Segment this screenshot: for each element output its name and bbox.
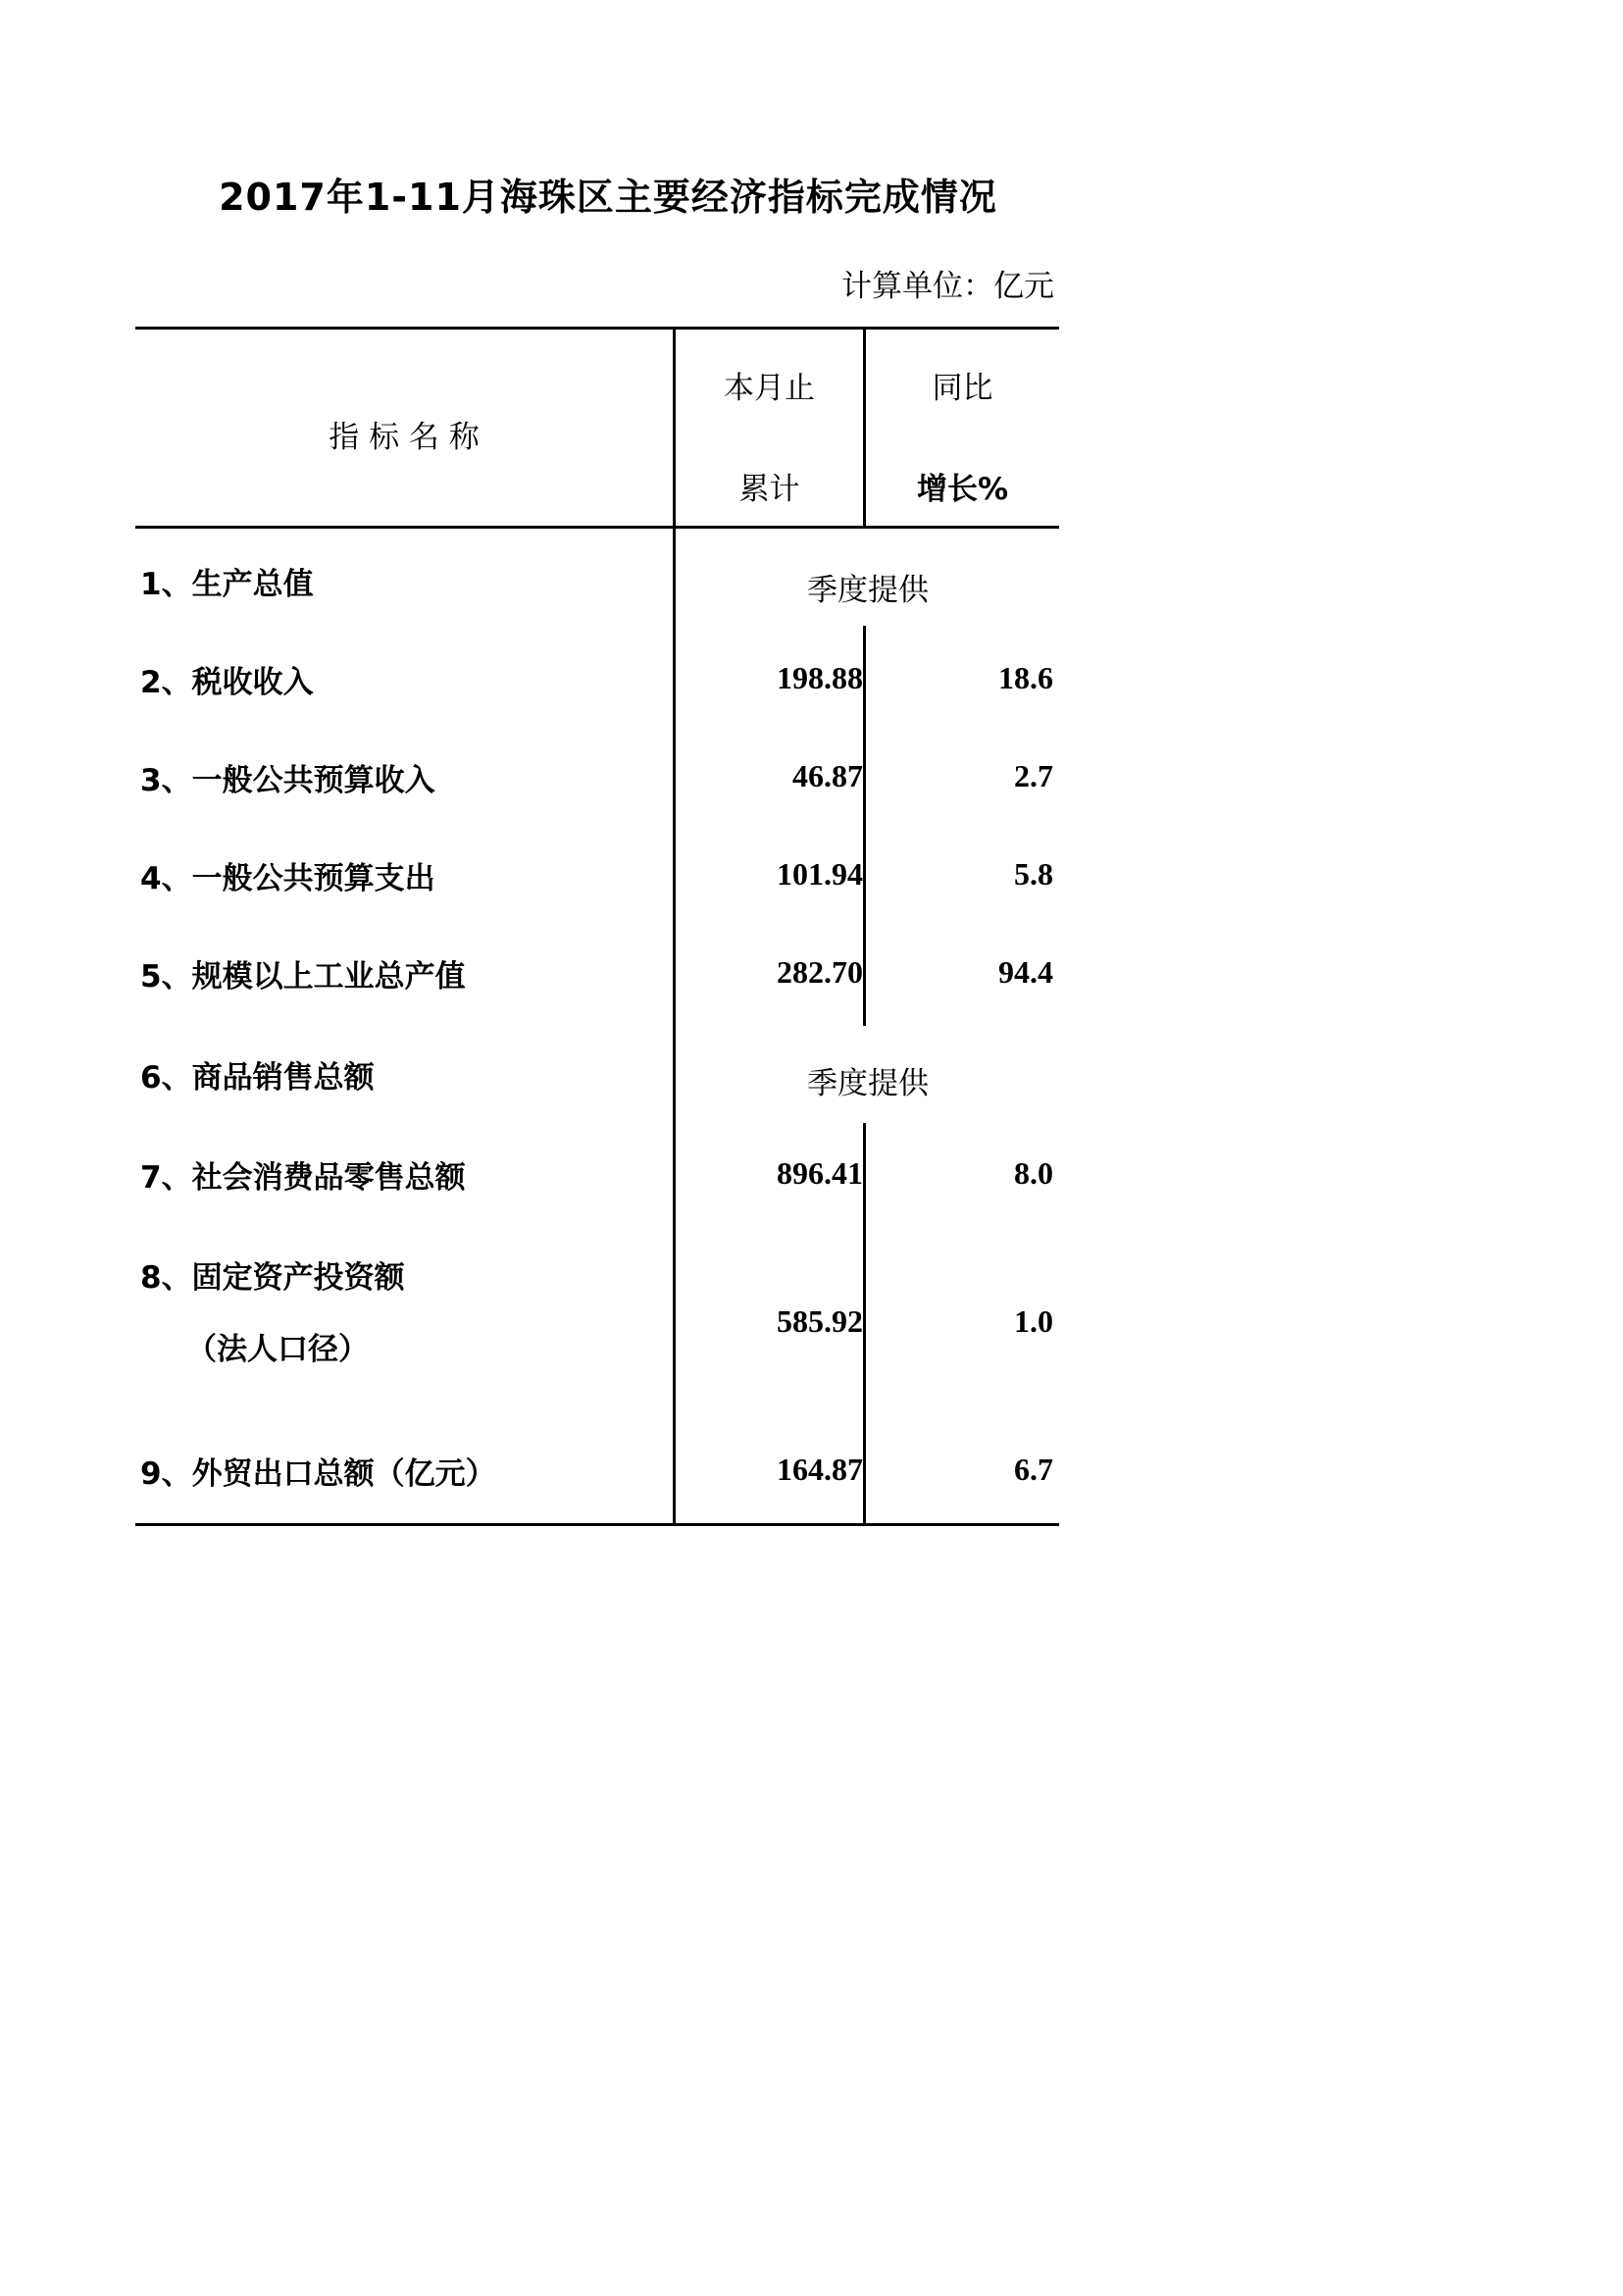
row-label: 6、商品销售总额 bbox=[140, 1060, 375, 1096]
row-growth-value: 2.7 bbox=[1014, 758, 1053, 793]
row-growth-value: 1.0 bbox=[1014, 1303, 1053, 1339]
row-label: 7、社会消费品零售总额 bbox=[140, 1160, 466, 1196]
row-growth-value: 6.7 bbox=[1014, 1452, 1053, 1487]
table-top-rule bbox=[135, 327, 1059, 330]
row-merged-note: 季度提供 bbox=[807, 573, 929, 608]
page-title: 2017年1-11月海珠区主要经济指标完成情况 bbox=[219, 176, 997, 219]
column-divider-2-segment-a bbox=[863, 626, 866, 1026]
header-growth-line1: 同比 bbox=[932, 371, 993, 406]
header-cumulative-line1: 本月止 bbox=[724, 371, 815, 406]
row-cumulative-value: 198.88 bbox=[777, 660, 863, 695]
header-growth-line2: 增长% bbox=[916, 472, 1009, 507]
row-label: 1、生产总值 bbox=[140, 567, 314, 602]
column-divider-1 bbox=[673, 330, 676, 1525]
row-merged-note: 季度提供 bbox=[807, 1066, 929, 1101]
row-growth-value: 18.6 bbox=[998, 660, 1053, 695]
row-label: 9、外贸出口总额（亿元） bbox=[140, 1456, 496, 1492]
unit-label: 计算单位：亿元 bbox=[841, 269, 1054, 304]
header-cumulative-line2: 累计 bbox=[738, 472, 800, 507]
row-cumulative-value: 164.87 bbox=[777, 1452, 863, 1487]
row-cumulative-value: 282.70 bbox=[777, 954, 863, 990]
row-label-continuation: （法人口径） bbox=[186, 1332, 369, 1367]
row-cumulative-value: 896.41 bbox=[777, 1155, 863, 1191]
row-growth-value: 5.8 bbox=[1014, 856, 1053, 892]
row-label: 3、一般公共预算收入 bbox=[140, 763, 435, 798]
header-bottom-rule bbox=[135, 526, 1059, 529]
row-cumulative-value: 46.87 bbox=[792, 758, 863, 793]
table-bottom-rule bbox=[135, 1523, 1059, 1526]
row-label: 8、固定资产投资额 bbox=[140, 1260, 405, 1296]
row-label: 2、税收收入 bbox=[140, 665, 314, 700]
row-growth-value: 94.4 bbox=[998, 954, 1053, 990]
row-label: 4、一般公共预算支出 bbox=[140, 861, 435, 896]
row-cumulative-value: 101.94 bbox=[777, 856, 863, 892]
row-growth-value: 8.0 bbox=[1014, 1155, 1053, 1191]
row-cumulative-value: 585.92 bbox=[777, 1303, 863, 1339]
header-indicator-name: 指 标 名 称 bbox=[329, 420, 480, 455]
row-label: 5、规模以上工业总产值 bbox=[140, 959, 466, 995]
column-divider-2-segment-b bbox=[863, 1123, 866, 1525]
